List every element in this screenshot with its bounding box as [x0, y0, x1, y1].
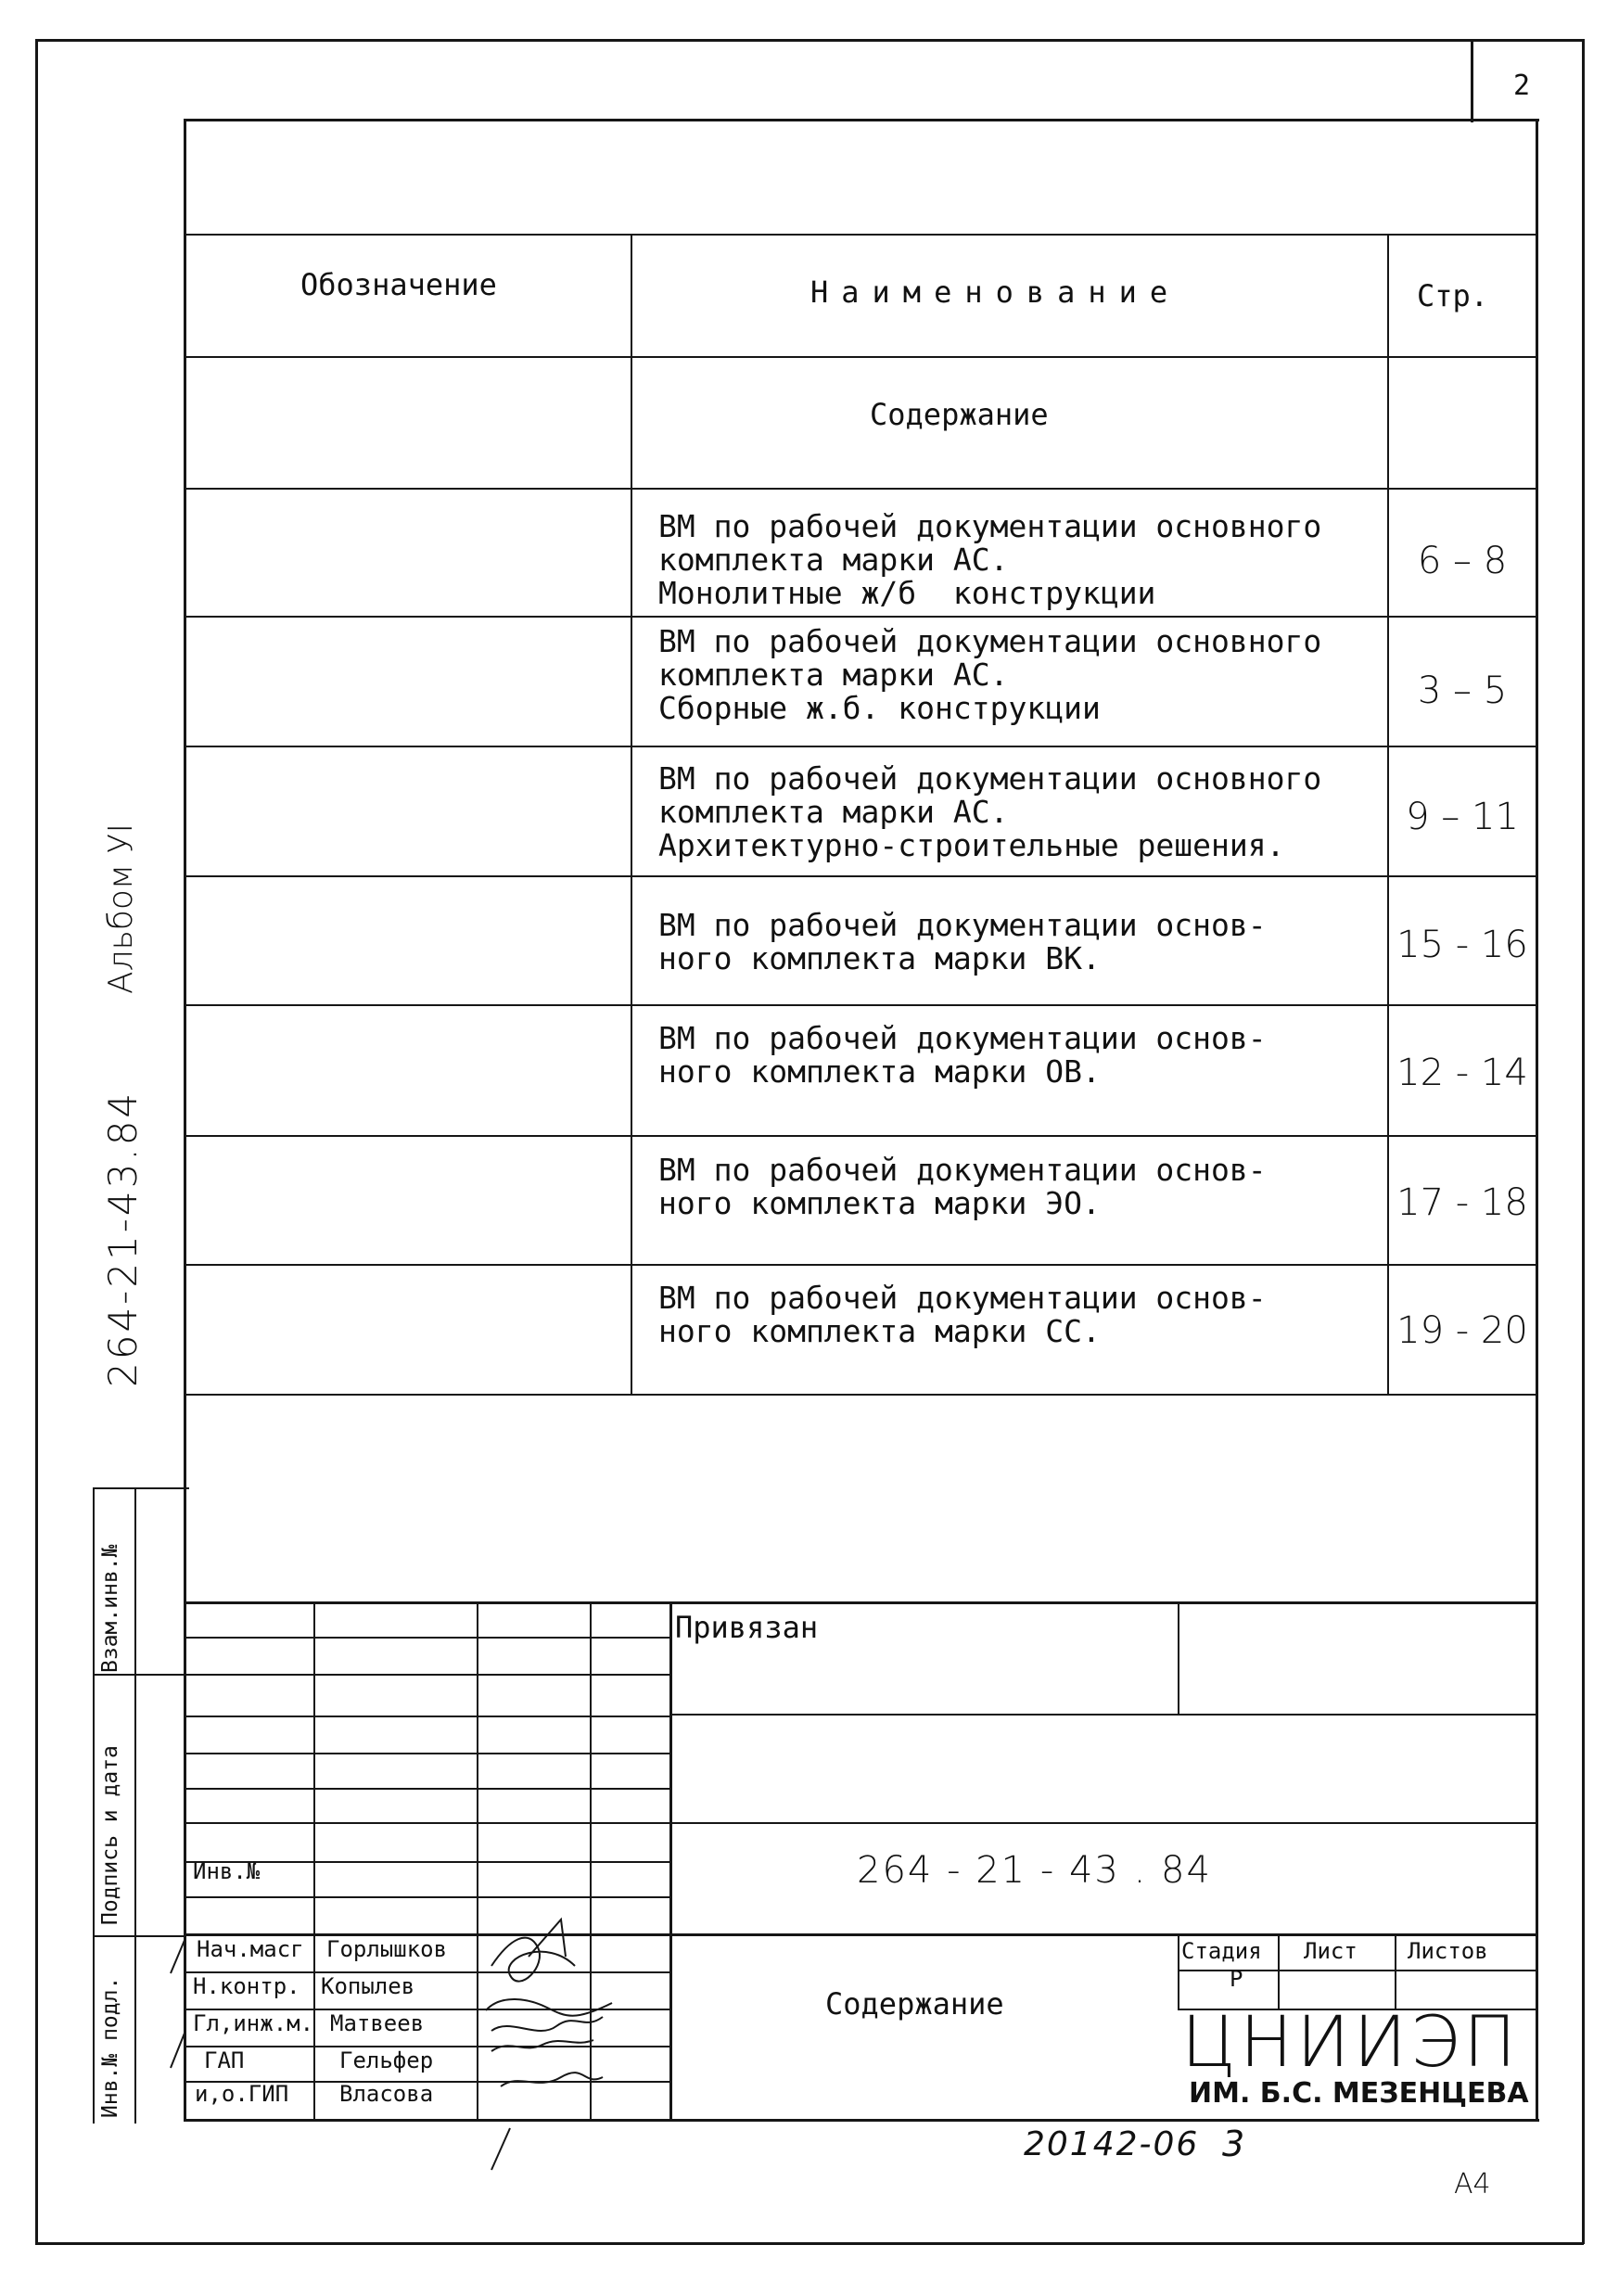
- tb-top-line: [184, 1601, 1538, 1604]
- sheet-number: 2: [1513, 70, 1531, 102]
- margin-stamp-sep: [93, 1674, 185, 1676]
- margin-stamp-top: [93, 1487, 189, 1489]
- contents-row-name: ВМ по рабочей документации основного комплекта марки АС. Архитектурно-строительные решения.: [658, 760, 1322, 863]
- margin-stamp-left: [93, 1487, 95, 2124]
- contents-row-pages: 6 – 8: [1417, 540, 1508, 582]
- contents-row-name: ВМ по рабочей документации основ- ного комплекта марки ВК.: [658, 907, 1267, 976]
- org-name: ЦНИИЭП: [1181, 2000, 1521, 2083]
- contents-row-pages: 3 – 5: [1417, 670, 1508, 712]
- col-designation-header: Обозначение: [300, 267, 497, 302]
- contents-row-pages: 15 - 16: [1396, 924, 1528, 966]
- inner-frame-top: [184, 119, 1539, 121]
- tb-bound-right: [1178, 1601, 1179, 1715]
- signatory-name: Горлышков: [326, 1936, 448, 1962]
- format-label: А4: [1454, 2168, 1491, 2200]
- table-line: [184, 488, 1538, 490]
- contents-row-name: ВМ по рабочей документации основ- ного комплекта марки ЭО.: [658, 1152, 1267, 1221]
- table-line: [184, 746, 1538, 747]
- inv-label: Инв.№: [193, 1858, 261, 1884]
- frame-left-line: [35, 39, 38, 2244]
- sign-date-label: Подпись и дата: [98, 1745, 122, 1925]
- tb-stage-left: [1178, 1933, 1179, 2009]
- signatory-role: и,о.ГИП: [195, 2081, 289, 2107]
- tb-stage-col: [1278, 1933, 1280, 2009]
- inner-frame-bottom: [184, 2119, 1539, 2122]
- contents-row-name: ВМ по рабочей документации основного комплекта марки АС. Сборные ж.б. конструкции: [658, 623, 1322, 726]
- contents-row-pages: 12 - 14: [1396, 1052, 1528, 1094]
- signature-scribbles: [473, 1892, 640, 2170]
- stage-value: Р: [1230, 1966, 1243, 1992]
- bound-to-label: Привязан: [675, 1610, 819, 1645]
- sheet-number-box-left: [1471, 39, 1473, 122]
- table-line: [184, 1004, 1538, 1006]
- contents-row-pages: 17 - 18: [1396, 1181, 1528, 1224]
- frame-bottom-line: [35, 2242, 1584, 2245]
- signatory-name: Власова: [339, 2081, 434, 2107]
- tb-col-line: [669, 1601, 672, 2121]
- album-label: Альбом УI: [102, 823, 140, 994]
- signatory-name: Гельфер: [339, 2047, 434, 2073]
- section-title: Содержание: [870, 397, 1049, 432]
- table-line: [184, 616, 1538, 618]
- table-line: [184, 875, 1538, 877]
- sheet-label: Лист: [1304, 1938, 1358, 1964]
- table-header-bottom: [184, 356, 1538, 358]
- tb-stage-col: [1395, 1933, 1396, 2009]
- contents-row-name: ВМ по рабочей документации основного комплекта марки АС. Монолитные ж/б конструкции: [658, 508, 1322, 611]
- tb-grid-line: [184, 1674, 669, 1676]
- frame-right-line: [1582, 39, 1585, 2244]
- tb-doc-code: 264 - 21 - 43 . 84: [857, 1849, 1212, 1892]
- tb-grid-line: [184, 1716, 669, 1717]
- table-line: [184, 1264, 1538, 1266]
- signatory-role: Н.контр.: [193, 1973, 300, 1999]
- margin-stamp-mid: [134, 1487, 136, 2124]
- tb-grid-line: [184, 1637, 669, 1639]
- side-doc-code: 264-21-43.84: [100, 1090, 146, 1387]
- signatory-role: Нач.масг: [197, 1936, 304, 1962]
- signatory-role: ГАП: [204, 2047, 245, 2073]
- inner-frame-right: [1536, 119, 1538, 2122]
- replacement-label: Взам.инв.№: [98, 1544, 122, 1673]
- tb-line: [669, 1714, 1537, 1716]
- table-line: [184, 1135, 1538, 1137]
- tb-grid-line: [184, 1788, 669, 1790]
- sheet-title: Содержание: [825, 1986, 1004, 2022]
- col-name-header: Наименование: [810, 274, 1181, 310]
- page-number: 3: [1222, 2124, 1245, 2164]
- signatory-role: Гл,инж.м.: [193, 2010, 314, 2036]
- tb-col-line: [313, 1601, 315, 2121]
- signatory-name: Матвеев: [330, 2010, 425, 2036]
- org-subtitle: ИМ. Б.С. МЕЗЕНЦЕВА: [1189, 2077, 1529, 2110]
- tb-grid-line: [184, 1822, 669, 1824]
- table-col-line-1: [631, 234, 632, 1395]
- table-header-top: [184, 234, 1538, 236]
- inner-frame-left: [184, 119, 186, 2122]
- inv-original-label: Инв.№ подл.: [98, 1976, 122, 2118]
- contents-row-name: ВМ по рабочей документации основ- ного комплекта марки ОВ.: [658, 1020, 1267, 1090]
- contents-row-pages: 19 - 20: [1396, 1309, 1528, 1352]
- tb-line: [669, 1822, 1537, 1824]
- contents-row-name: ВМ по рабочей документации основ- ного комплекта марки СС.: [658, 1280, 1267, 1349]
- sheets-label: Листов: [1408, 1938, 1488, 1964]
- signatory-name: Копылев: [321, 1973, 415, 1999]
- contents-row-pages: 9 – 11: [1406, 796, 1519, 838]
- table-line: [184, 1394, 1538, 1396]
- col-page-header: Стр.: [1417, 278, 1489, 313]
- signature-ticks: [158, 1929, 204, 2114]
- stage-label: Стадия: [1181, 1938, 1262, 1964]
- frame-top-line: [35, 39, 1584, 42]
- order-number: 20142-06: [1024, 2125, 1200, 2163]
- tb-grid-line: [184, 1753, 669, 1754]
